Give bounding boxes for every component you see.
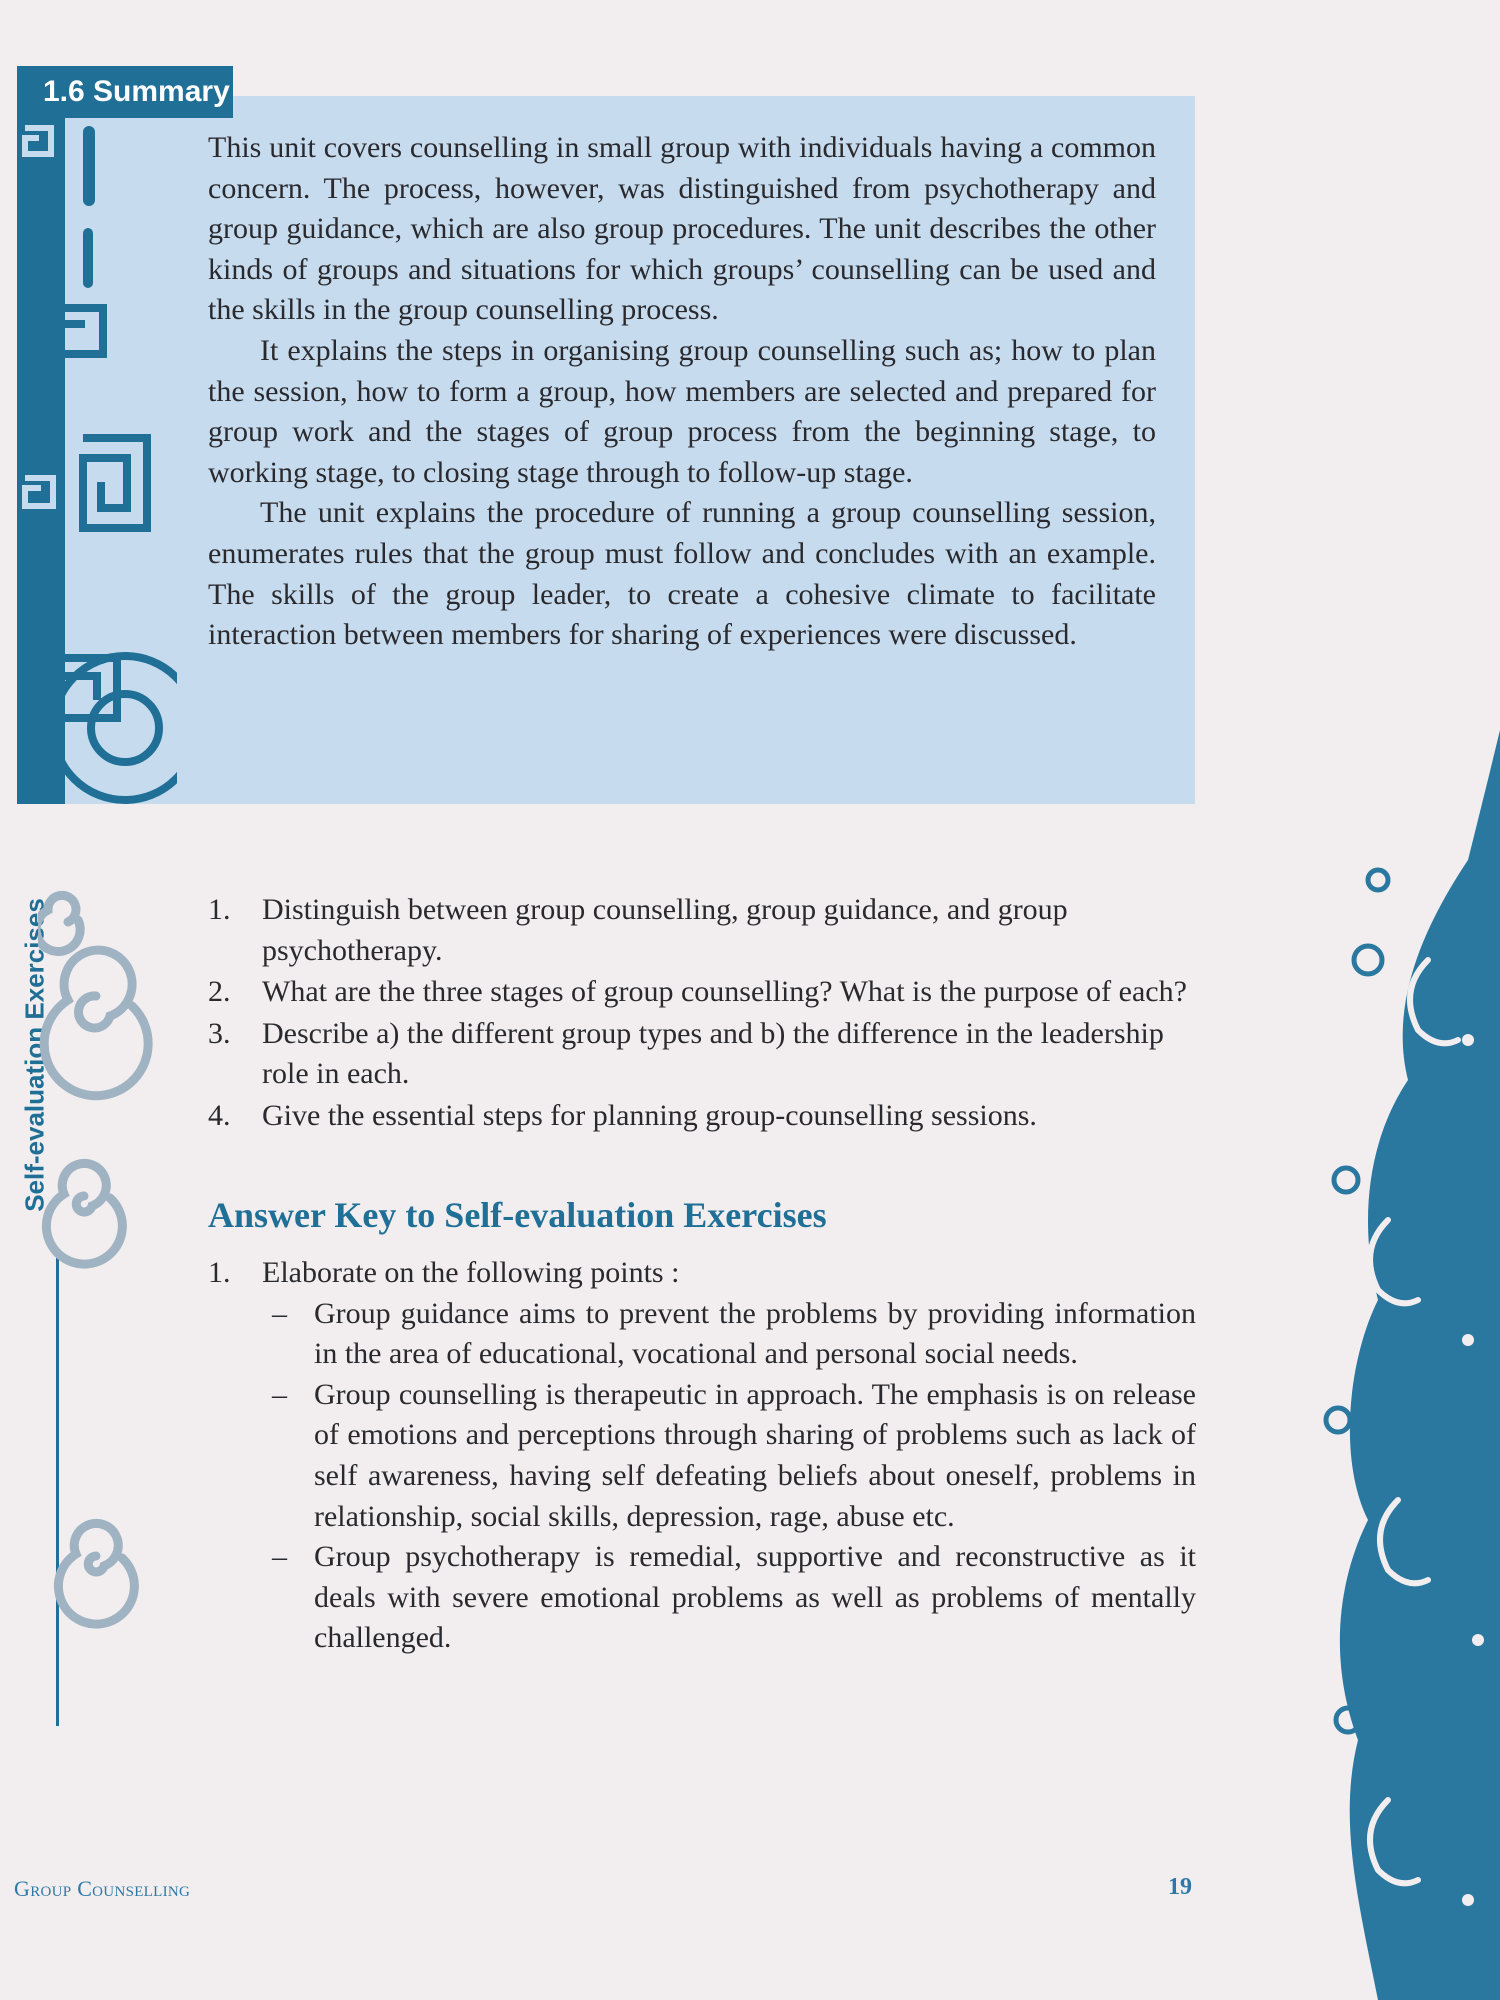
spiral-icon bbox=[46, 1163, 122, 1264]
dash-icon: – bbox=[272, 1296, 287, 1330]
list-item bbox=[208, 1253, 1196, 1659]
children-illustration bbox=[1318, 700, 1500, 2000]
list-item bbox=[208, 890, 1196, 971]
spiral-icon bbox=[44, 950, 148, 1096]
list-item bbox=[208, 972, 1196, 1013]
spiral-decorations bbox=[38, 868, 178, 1658]
page-number: 19 bbox=[1168, 1874, 1192, 1900]
list-number: 2. bbox=[208, 975, 231, 1009]
list-text: Elaborate on the following points : bbox=[262, 1256, 680, 1289]
bullet-list bbox=[262, 1294, 1196, 1659]
summary-paragraph: The unit explains the procedure of running a group counselling session, enumerates rules that the group must follow and concludes with an example. The skills of the group leader, to create a cohesive climate to facilitate interaction between members for sharing of experiences were discussed. bbox=[208, 496, 1156, 652]
list-number: 4. bbox=[208, 1098, 231, 1132]
bullet-item bbox=[262, 1537, 1196, 1659]
summary-paragraph: It explains the steps in organising group counselling such as; how to plan the session, how to form a group, how members are selected and prepared for group work and the stages of group process from the beginning stage, to working stage, to closing stage through to follow-up stage. bbox=[208, 333, 1156, 489]
list-text: Give the essential steps for planning group-counselling sessions. bbox=[262, 1098, 1037, 1132]
list-text: Describe a) the different group types and b) the difference in the leadership role in each. bbox=[262, 1016, 1164, 1091]
answer-key-list bbox=[208, 1253, 1196, 1659]
exercise-list bbox=[208, 890, 1196, 1138]
bullet-text: Group psychotherapy is remedial, supportive and reconstructive as it deals with severe emotional problems as well as problems of mentally challenged. bbox=[314, 1540, 1196, 1655]
strip-blobs bbox=[53, 126, 177, 800]
bullet-item bbox=[262, 1294, 1196, 1375]
bullet-item bbox=[262, 1375, 1196, 1537]
dash-icon: – bbox=[272, 1540, 287, 1574]
list-item bbox=[208, 1014, 1196, 1095]
list-number: 1. bbox=[208, 893, 231, 926]
answer-key-heading: Answer Key to Self-evaluation Exercises bbox=[208, 1195, 827, 1235]
dash-icon: – bbox=[272, 1377, 287, 1411]
summary-decoration-strip bbox=[17, 118, 177, 804]
list-number: 3. bbox=[208, 1016, 231, 1050]
list-item bbox=[208, 1096, 1196, 1137]
list-text: What are the three stages of group counselling? What is the purpose of each? bbox=[262, 975, 1187, 1009]
spiral-icon bbox=[38, 895, 80, 951]
self-evaluation-side-label: Self-evaluation Exercises bbox=[19, 898, 50, 1212]
bullet-text: Group guidance aims to prevent the problems by providing information in the area of educational, vocational and personal social needs. bbox=[314, 1296, 1196, 1371]
section-heading: 1.6 Summary bbox=[17, 66, 233, 118]
summary-paragraph: This unit covers counselling in small group with individuals having a common concern. The process, however, was distinguished from psychotherapy and group guidance, which are also group procedures. The unit describes the other kinds of groups and situations for which groups’ counselling can be used and the skills in the group counselling process. bbox=[208, 131, 1156, 327]
list-number: 1. bbox=[208, 1256, 231, 1289]
illustration-band bbox=[1340, 730, 1500, 2000]
summary-body bbox=[208, 128, 1156, 656]
spiral-icon bbox=[58, 1523, 134, 1624]
footer-title: Group Counselling bbox=[14, 1876, 191, 1901]
bullet-text: Group counselling is therapeutic in approach. The emphasis is on release of emotions and perceptions through sharing of problems such as lack of self awareness, having self defeating beliefs about oneself, problems in relationship, social skills, depression, rage, abuse etc. bbox=[314, 1377, 1196, 1533]
list-text: Distinguish between group counselling, group guidance, and group psychotherapy. bbox=[262, 893, 1068, 967]
